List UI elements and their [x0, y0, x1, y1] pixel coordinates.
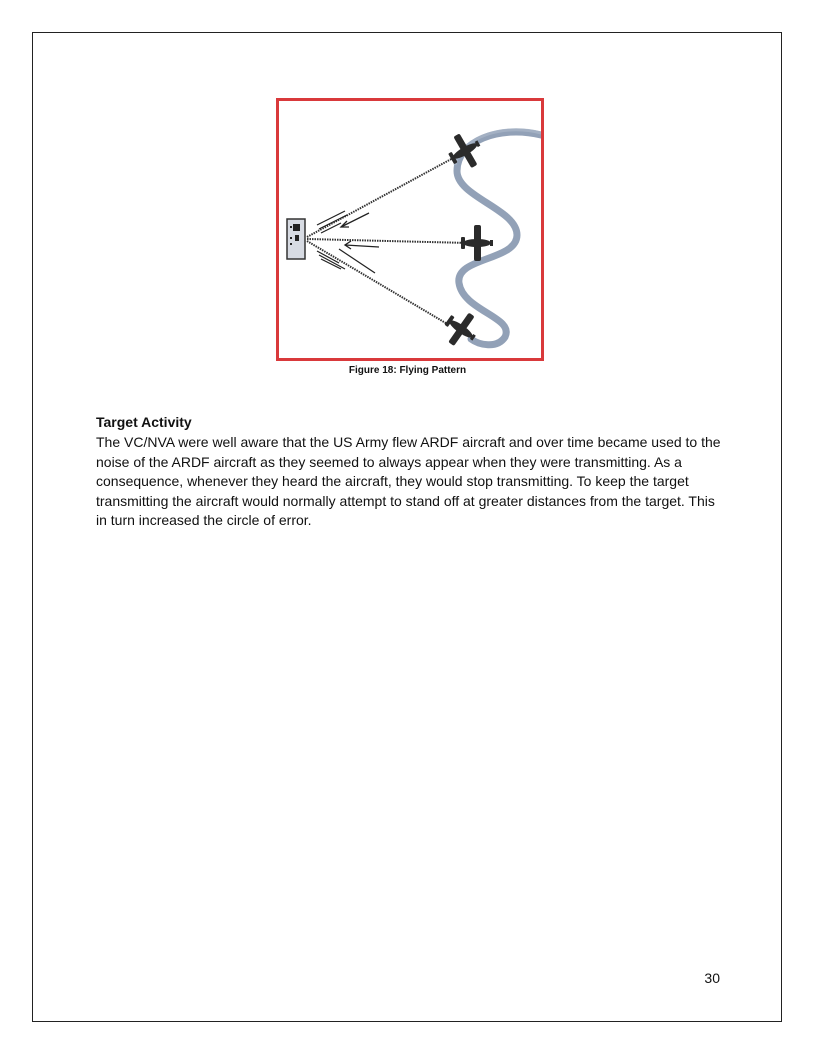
page-number: 30: [704, 970, 720, 986]
flying-pattern-diagram: [279, 101, 541, 358]
section-heading: Target Activity: [96, 414, 192, 430]
figure-caption: Figure 18: Flying Pattern: [348, 365, 467, 376]
aircraft-icon: [442, 127, 488, 174]
target-activity-section: [96, 413, 726, 531]
signal-line-middle: [307, 239, 469, 243]
section-body: The VC/NVA were well aware that the US Army flew ARDF aircraft and over time became used to the noise of the ARDF aircraft as they seemed to always appear when they were transmitting. As a consequence, whenever they heard the aircraft, they would stop transmitting. To keep the target transmitting the aircraft would normally attempt to stand off at greater distances from the target. This in turn increased the circle of error.: [96, 434, 721, 528]
arrow-middle: [345, 241, 379, 249]
arrow-top: [341, 213, 369, 227]
flying-pattern-figure: [276, 98, 544, 361]
signal-line-top: [307, 157, 455, 237]
signal-line-bottom: [307, 241, 449, 325]
transmitter-icon: [287, 219, 305, 259]
